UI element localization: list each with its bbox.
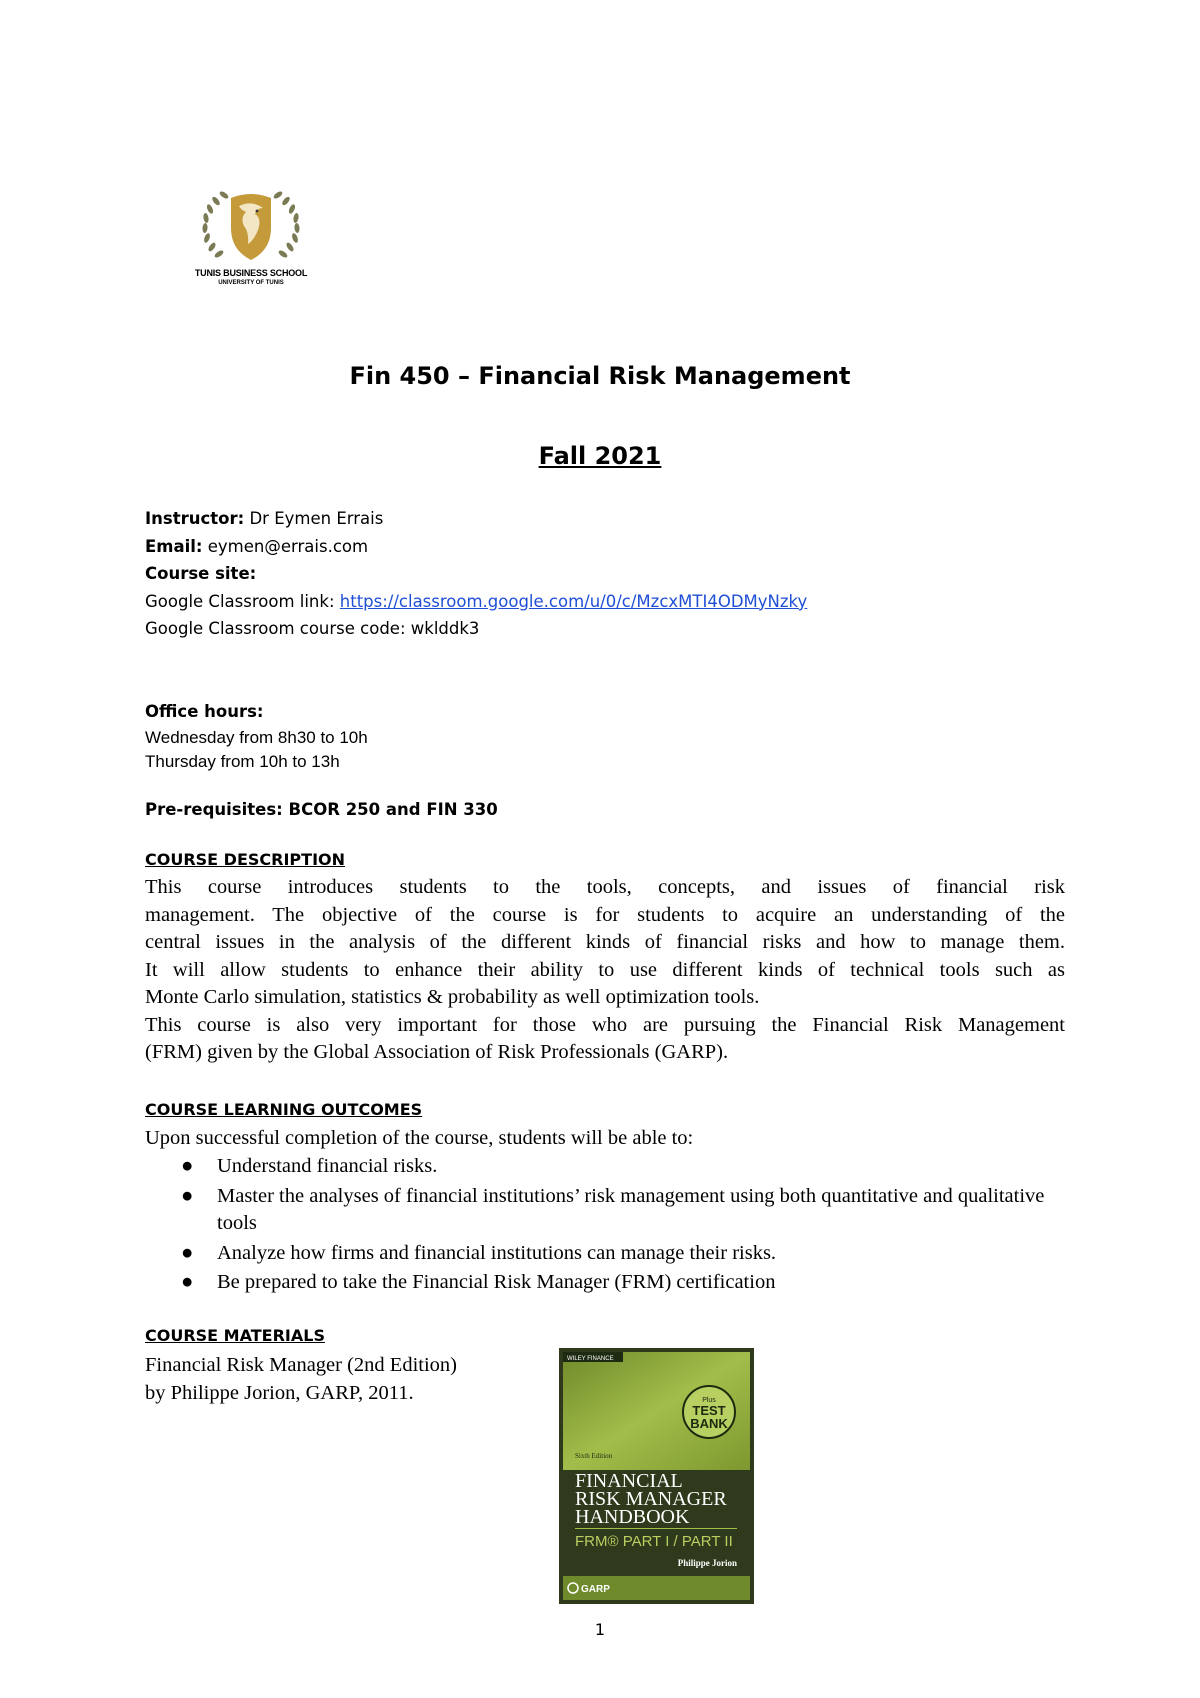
list-item	[145, 1240, 1065, 1268]
cover-title-line: RISK MANAGER	[575, 1488, 727, 1510]
course-code-label: Google Classroom course code:	[145, 619, 406, 638]
course-term-text: Fall 2021	[538, 442, 662, 470]
bullet-icon: ●	[181, 1271, 194, 1293]
email-label: Email:	[145, 536, 203, 556]
classroom-link-line	[145, 588, 1065, 616]
cover-author: Philippe Jorion	[677, 1558, 737, 1568]
cover-badge-test: TEST	[692, 1403, 726, 1418]
course-materials-heading: COURSE MATERIALS	[145, 1326, 325, 1345]
description-line: It will allow students to enhance their ability to use different kinds of technical tools such as	[145, 958, 1065, 981]
cover-subtitle: FRM® PART I / PART II	[575, 1533, 733, 1550]
outcome-text: Be prepared to take the Financial Risk Manager (FRM) certification	[217, 1271, 776, 1293]
classroom-link-label: Google Classroom link:	[145, 591, 335, 611]
course-term	[0, 442, 1200, 470]
office-hours-line: Wednesday from 8h30 to 10h	[145, 727, 368, 747]
list-item	[145, 1269, 1065, 1297]
office-hours	[145, 698, 1065, 774]
cover-title-line: HANDBOOK	[575, 1506, 690, 1528]
logo-school-name: TUNIS BUSINESS SCHOOL	[194, 268, 308, 278]
course-site-label: Course site:	[145, 564, 257, 583]
course-description-body	[145, 874, 1065, 1067]
instructor-label: Instructor:	[145, 509, 245, 528]
instructor-value: Dr Eymen Errais	[249, 509, 384, 528]
learning-outcomes-list	[145, 1153, 1065, 1299]
cover-publisher-tag: WILEY FINANCE	[567, 1356, 614, 1362]
description-line: central issues in the analysis of the different kinds of financial risks and how to manage them.	[145, 931, 1065, 953]
outcome-text: Analyze how firms and financial institutions can manage their risks.	[217, 1241, 777, 1264]
bullet-icon: ●	[181, 1155, 194, 1177]
description-line: management. The objective of the course is for students to acquire an understanding of the	[145, 903, 1065, 926]
outcome-text: Understand financial risks.	[217, 1155, 438, 1177]
course-info	[145, 505, 1065, 643]
school-logo	[186, 184, 316, 294]
course-site-line	[145, 560, 1065, 588]
course-title: Fin 450 – Financial Risk Management	[349, 362, 851, 390]
learning-outcomes-heading: COURSE LEARNING OUTCOMES	[145, 1100, 423, 1119]
description-line: Monte Carlo simulation, statistics & probability as well optimization tools.	[145, 986, 760, 1008]
bullet-icon: ●	[181, 1184, 194, 1207]
cover-badge-plus: Plus	[702, 1397, 716, 1404]
course-code-line	[145, 615, 1065, 643]
logo-university-name: UNIVERSITY OF TUNIS	[218, 280, 284, 286]
instructor-line	[145, 505, 1065, 533]
classroom-link[interactable]: https://classroom.google.com/u/0/c/MzcxMTI4ODMyNzky	[339, 591, 808, 611]
bullet-icon: ●	[181, 1241, 194, 1264]
page-number: 1	[594, 1620, 606, 1639]
cover-title-line: FINANCIAL	[575, 1470, 683, 1492]
office-hours-line: Thursday from 10h to 13h	[145, 751, 340, 771]
course-description-heading: COURSE DESCRIPTION	[145, 850, 346, 869]
course-code-value: wklddk3	[410, 619, 480, 638]
laurel-eagle-emblem-icon	[186, 184, 316, 268]
email-line	[145, 533, 1065, 561]
description-line: This course introduces students to the tools, concepts, and issues of financial risk	[145, 876, 1065, 898]
office-hours-label	[145, 698, 1065, 726]
learning-outcomes-intro: Upon successful completion of the course, students will be able to:	[145, 1127, 694, 1149]
materials-book-author: by Philippe Jorion, GARP, 2011.	[145, 1381, 414, 1404]
email-value: eymen@errais.com	[207, 536, 369, 556]
book-cover-art	[559, 1348, 754, 1604]
prerequisites	[145, 796, 1065, 824]
description-line: This course is also very important for those who are pursuing the Financial Risk Management	[145, 1013, 1065, 1036]
list-item	[145, 1183, 1065, 1238]
cover-garp: GARP	[581, 1584, 610, 1595]
outcome-text: Master the analyses of financial institutions’ risk management using both quantitative and qualitative tools	[217, 1184, 1045, 1234]
prerequisites-text: Pre-requisites: BCOR 250 and FIN 330	[145, 800, 498, 819]
list-item	[145, 1153, 1065, 1181]
book-cover-image	[559, 1348, 754, 1604]
cover-badge-bank: BANK	[690, 1416, 728, 1431]
office-hours-label-text: Office hours:	[145, 702, 264, 721]
description-line: (FRM) given by the Global Association of Risk Professionals (GARP).	[145, 1041, 729, 1063]
course-materials-body	[145, 1352, 545, 1407]
materials-book-title: Financial Risk Manager (2nd Edition)	[145, 1354, 457, 1376]
cover-edition: Sixth Edition	[575, 1452, 613, 1460]
